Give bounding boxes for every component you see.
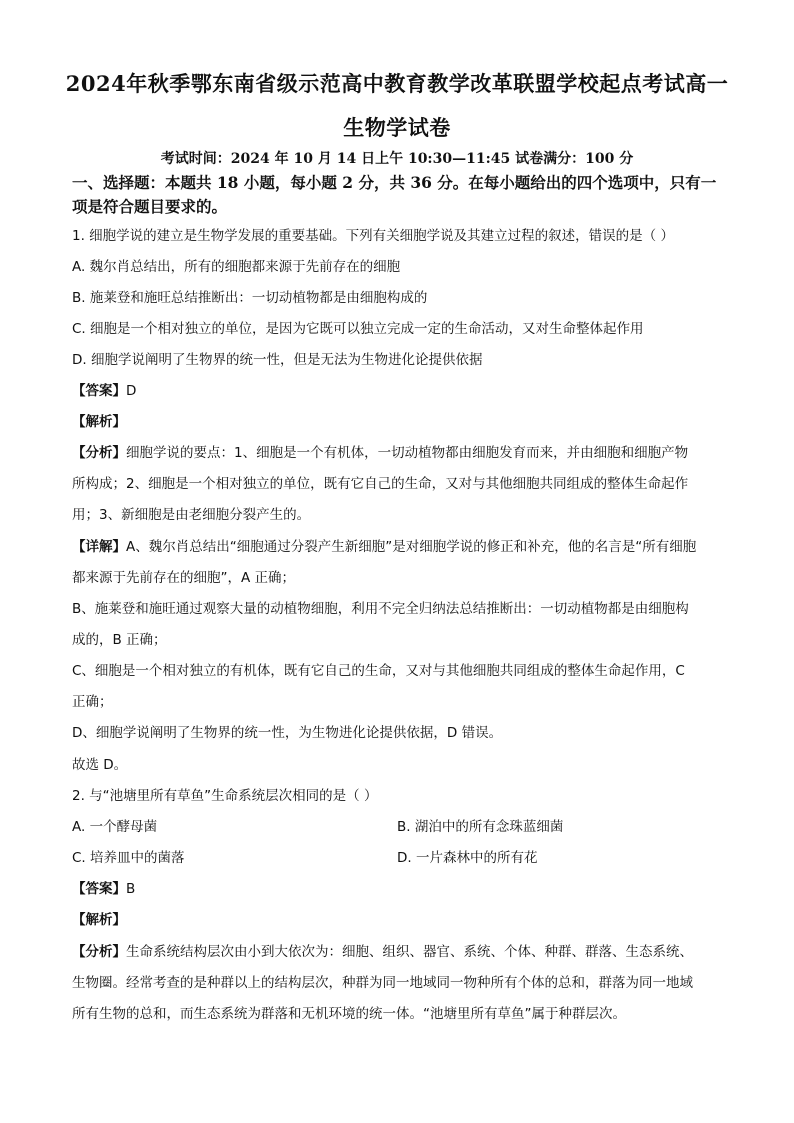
q1-option-b: B. 施莱登和施旺总结推断出：一切动植物都是由细胞构成的 xyxy=(72,290,428,306)
q2-analysis-label: 【解析】 xyxy=(72,912,126,928)
q1-xiangjie-line7: D、细胞学说阐明了生物界的统一性，为生物进化论提供依据，D 错误。 xyxy=(72,725,503,741)
q2-answer xyxy=(72,879,135,899)
q2-fenxi-line1 xyxy=(72,942,693,962)
q1-xiangjie-line3: B、施莱登和施旺通过观察大量的动植物细胞，利用不完全归纳法总结推断出：一切动植物都是由细胞构 xyxy=(72,601,689,617)
q1-answer-value: D xyxy=(126,383,137,399)
q1-fenxi-line1 xyxy=(72,443,688,463)
q1-answer-label: 【答案】 xyxy=(72,383,126,399)
q2-fenxi-line3: 所有生物的总和，而生态系统为群落和无机环境的统一体。“池塘里所有草鱼”属于种群层次。 xyxy=(72,1006,626,1022)
q1-fenxi-label: 【分析】 xyxy=(72,445,126,461)
q1-fenxi-line3: 用；3、新细胞是由老细胞分裂产生的。 xyxy=(72,507,311,523)
q1-xiangjie-line5: C、细胞是一个相对独立的有机体，既有它自己的生命，又对与其他细胞共同组成的整体生命起作用，C xyxy=(72,663,685,679)
q2-option-a: A. 一个酵母菌 xyxy=(72,819,158,835)
section-heading-line2: 项是符合题目要求的。 xyxy=(72,197,228,216)
q1-xiangjie-label: 【详解】 xyxy=(72,539,126,555)
q1-xiangjie-line4: 成的，B 正确； xyxy=(72,632,167,648)
q1-fenxi-text1: 细胞学说的要点：1、细胞是一个有机体，一切动植物都由细胞发育而来，并由细胞和细胞产物 xyxy=(126,445,689,461)
exam-title-line1: 2024年秋季鄂东南省级示范高中教育教学改革联盟学校起点考试高一 xyxy=(65,71,729,96)
q2-answer-value: B xyxy=(126,881,136,897)
q1-xiangjie-line6: 正确； xyxy=(72,694,113,710)
q1-option-d: D. 细胞学说阐明了生物界的统一性，但是无法为生物进化论提供依据 xyxy=(72,352,483,368)
q1-fenxi-line2: 所构成；2、细胞是一个相对独立的单位，既有它自己的生命，又对与其他细胞共同组成的整体生命起作 xyxy=(72,476,689,492)
q1-option-a: A. 魏尔肖总结出，所有的细胞都来源于先前存在的细胞 xyxy=(72,259,401,275)
q2-fenxi-text1: 生命系统结构层次由小到大依次为：细胞、组织、器官、系统、个体、种群、群落、生态系统、 xyxy=(126,944,693,960)
q1-answer xyxy=(72,381,136,401)
q2-fenxi-label: 【分析】 xyxy=(72,944,126,960)
q1-xiangjie-line1 xyxy=(72,537,696,557)
q1-xiangjie-text1: A、魏尔肖总结出“细胞通过分裂产生新细胞”是对细胞学说的修正和补充，他的名言是“所有细胞 xyxy=(126,539,697,555)
q1-option-c: C. 细胞是一个相对独立的单位，是因为它既可以独立完成一定的生命活动，又对生命整体起作用 xyxy=(72,321,644,337)
section-heading-line1: 一、选择题：本题共 18 小题，每小题 2 分，共 36 分。在每小题给出的四个选项中，只有一 xyxy=(72,173,717,192)
q2-option-b: B. 湖泊中的所有念珠蓝细菌 xyxy=(397,819,564,835)
q2-fenxi-line2: 生物圈。经常考查的是种群以上的结构层次，种群为同一地域同一物种所有个体的总和，群落为同一地域 xyxy=(72,975,693,991)
q2-option-d: D. 一片森林中的所有花 xyxy=(397,850,538,866)
q1-conclusion: 故选 D。 xyxy=(72,757,128,773)
q1-analysis-label: 【解析】 xyxy=(72,414,126,430)
q1-stem: 1. 细胞学说的建立是生物学发展的重要基础。下列有关细胞学说及其建立过程的叙述，错误的是（ ） xyxy=(72,228,674,244)
exam-title-line2: 生物学试卷 xyxy=(343,115,451,140)
q2-answer-label: 【答案】 xyxy=(72,881,126,897)
q1-xiangjie-line2: 都来源于先前存在的细胞”，A 正确； xyxy=(72,570,296,586)
exam-time-info: 考试时间：2024 年 10 月 14 日上午 10:30—11:45 试卷满分：100 分 xyxy=(160,151,634,167)
q2-stem: 2. 与“池塘里所有草鱼”生命系统层次相同的是（ ） xyxy=(72,788,378,804)
q2-option-c: C. 培养皿中的菌落 xyxy=(72,850,185,866)
